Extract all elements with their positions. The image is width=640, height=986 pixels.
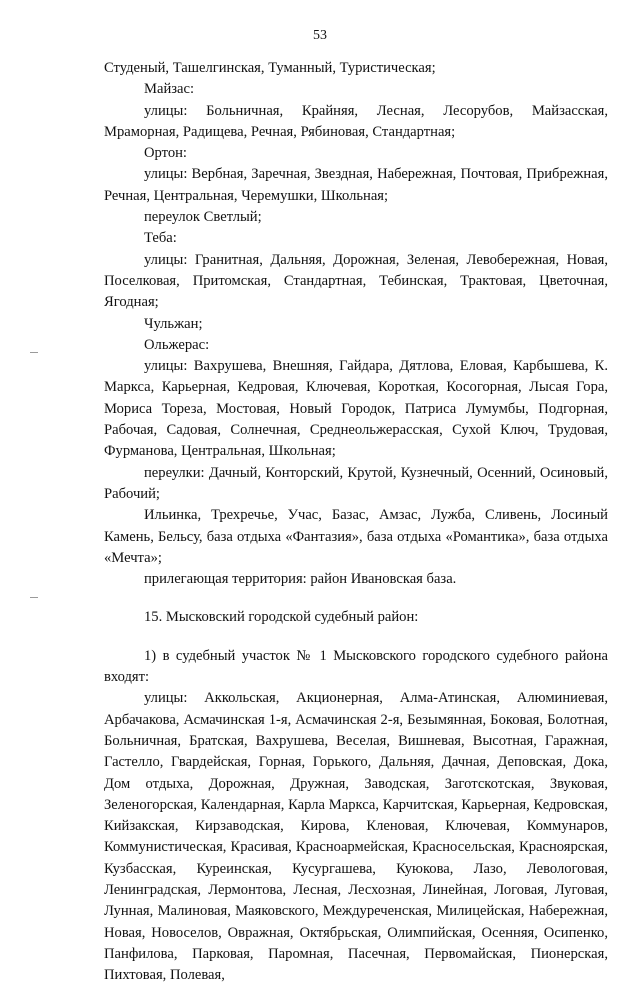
paragraph-gap bbox=[104, 590, 608, 607]
scan-edge-mark bbox=[30, 597, 38, 598]
paragraph: улицы: Больничная, Крайняя, Лесная, Лесорубов, Майзасская, Мраморная, Радищева, Речная, Рябиновая, Стандартная; bbox=[104, 102, 608, 140]
paragraph: Чульжан; bbox=[144, 315, 203, 332]
paragraph: улицы: Гранитная, Дальняя, Дорожная, Зеленая, Левобережная, Новая, Поселковая, Притомская, Стандартная, Тебинская, Трактовая, Цветочная, Ягодная; bbox=[104, 251, 608, 311]
paragraph: Майзас: bbox=[144, 81, 195, 98]
paragraph: Ортон: bbox=[144, 145, 187, 162]
paragraph: Ильинка, Трехречье, Учас, Базас, Амзас, Лужба, Сливень, Лосиный Камень, Бельсу, база отдыха «Фантазия», база отдыха «Романтика», база отдыха «Мечта»; bbox=[104, 507, 608, 566]
paragraph: улицы: Вахрушева, Внешняя, Гайдара, Дятлова, Еловая, Карбышева, К. Маркса, Карьерная, Кедровая, Ключевая, Короткая, Косогорная, Лысая Гора, Мориса Тореза, Мостовая, Новый Городок, Патриса Лумумбы, Подгорная, Рабочая, Садовая, Солнечная, Среднеольжерасская, Сухой Ключ, Трудовая, Фурманова, Центральная, Школьная; bbox=[104, 358, 608, 460]
paragraph: прилегающая территория: район Ивановская база. bbox=[144, 571, 457, 588]
paragraph: Ольжерас: bbox=[144, 336, 210, 353]
paragraph: переулки: Дачный, Конторский, Крутой, Кузнечный, Осенний, Осиновый, Рабочий; bbox=[104, 464, 608, 502]
page-number: 53 bbox=[313, 28, 327, 43]
document-body bbox=[104, 58, 608, 986]
paragraph: улицы: Аккольская, Акционерная, Алма-Атинская, Алюминиевая, Арбачакова, Асмачинская 1-я, Асмачинская 2-я, Безымянная, Боковая, Болотная, Больничная, Братская, Вахрушева, Веселая, Вишневая, Высотная, Гаражная, Гастелло, Гвардейская, Горная, Горького, Дальняя, Дачная, Деповская, Дока, Дом отдыха, Дорожная, Дружная, Заводская, Заготскотская, Звуковая, Зеленогорская, Календарная, Карла Маркса, Карчитская, Карьерная, Кедровская, Кийзакская, Кирзаводская, Кирова, Кленовая, Ключевая, Коммунаров, Коммунистическая, Красивая, Красноармейская, Красносельская, Красноярская, Кузбасская, Куреинская, Кусургашева, Куюкова, Лазо, Левологовая, Ленинградская, Лермонтова, Лесная, Лесхозная, Линейная, Логовая, Луговая, Лунная, Малиновая, Маяковского, Междуреченская, Милицейская, Набережная, Новая, Новоселов, Овражная, Октябрьская, Олимпийская, Осенняя, Осипенко, Панфилова, Парковая, Паромная, Пасечная, Первомайская, Пионерская, Пихтовая, Полевая, bbox=[104, 690, 608, 984]
paragraph: улицы: Вербная, Заречная, Звездная, Набережная, Почтовая, Прибрежная, Речная, Центральная, Черемушки, Школьная; bbox=[104, 166, 608, 204]
paragraph: 15. Мысковский городской судебный район: bbox=[144, 609, 419, 626]
paragraph: переулок Светлый; bbox=[144, 209, 262, 226]
scan-edge-mark bbox=[30, 352, 38, 353]
paragraph: Студеный, Ташелгинская, Туманный, Туристическая; bbox=[104, 60, 436, 76]
paragraph-gap bbox=[104, 629, 608, 646]
paragraph: Теба: bbox=[144, 230, 177, 247]
paragraph: 1) в судебный участок № 1 Мысковского городского судебного района входят: bbox=[104, 647, 608, 686]
